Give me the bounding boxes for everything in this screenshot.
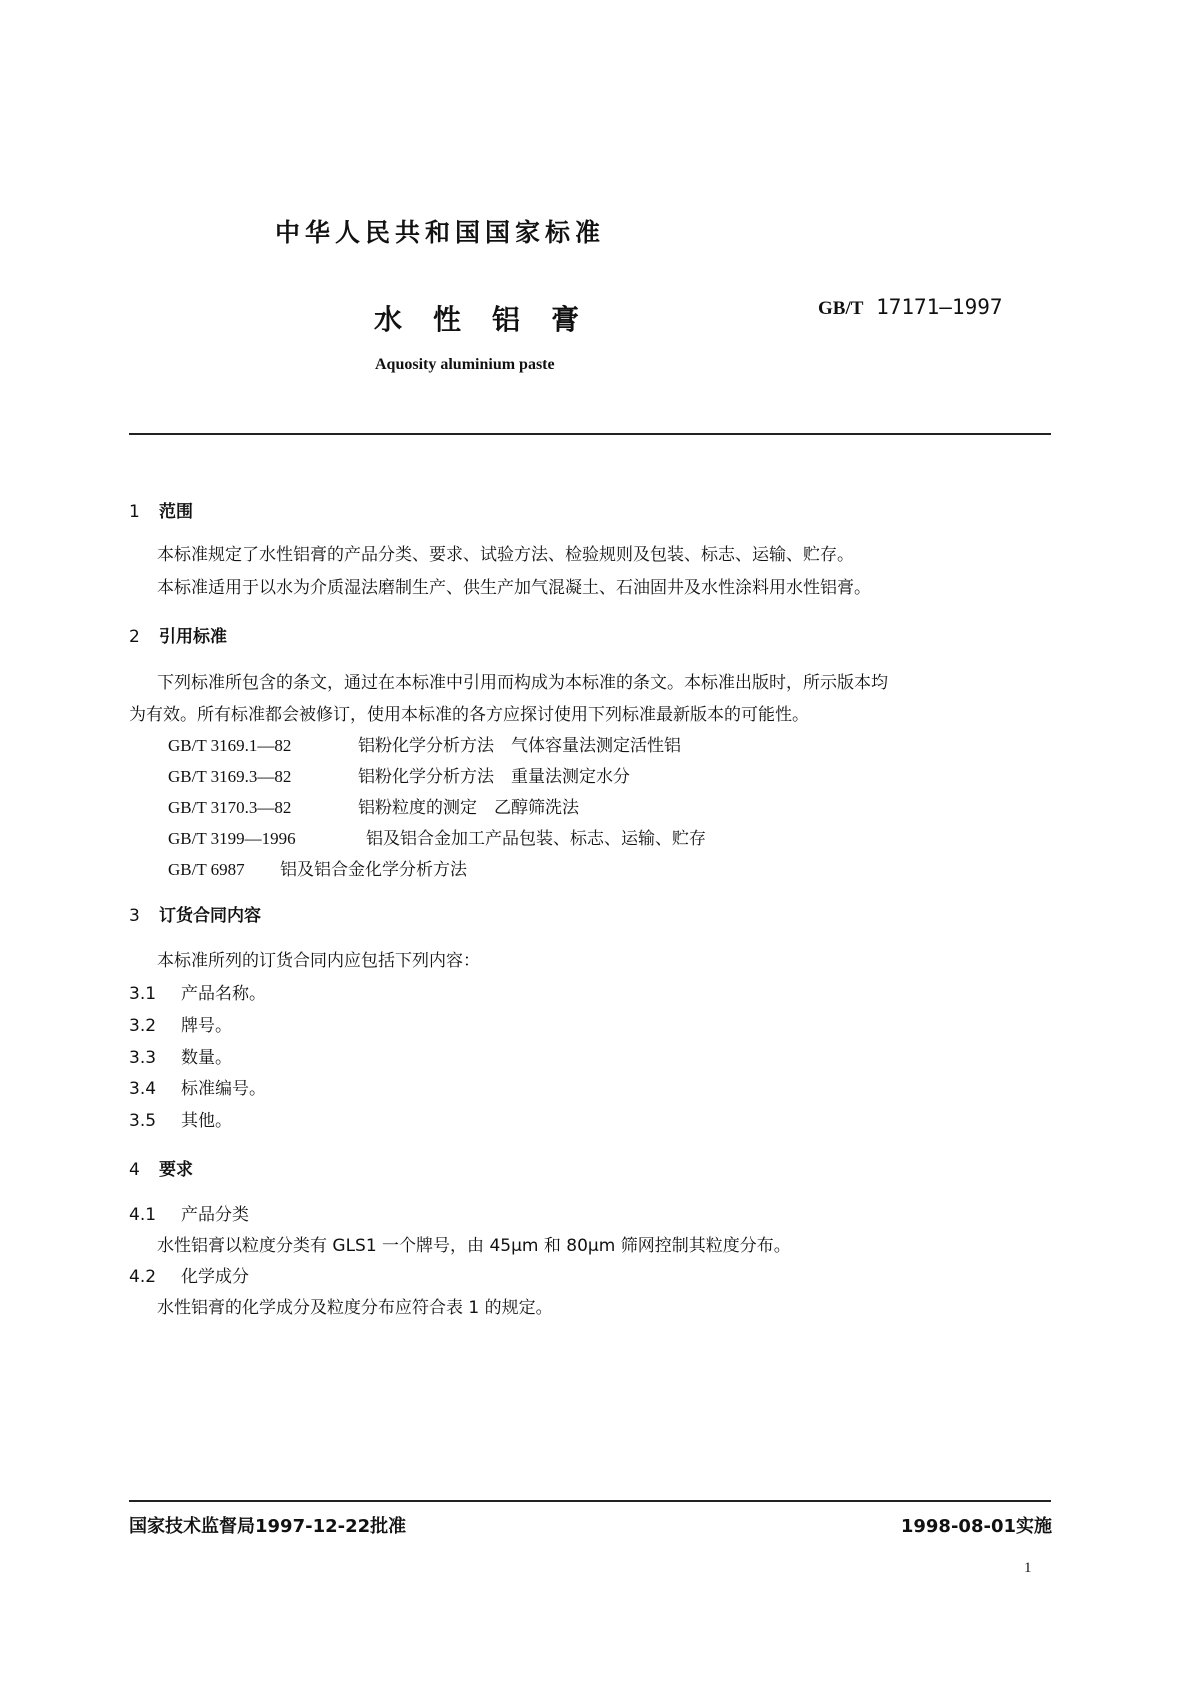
section-title: 要求: [159, 1160, 193, 1180]
reference-code: GB/T 3169.3—82: [168, 767, 292, 786]
reference-title: 铝及铝合金化学分析方法: [280, 860, 467, 880]
list-item: [129, 1011, 232, 1036]
section-3-intro: 本标准所列的订货合同内应包括下列内容：: [157, 951, 480, 971]
item-number: 3.2: [129, 1016, 157, 1036]
section-2-heading: [129, 622, 227, 647]
subsection-4-1-text: 水性铝膏以粒度分类有 GLS1 一个牌号，由 45μm 和 80μm 筛网控制其粒度分布。: [157, 1236, 791, 1256]
section-3-heading: [129, 901, 261, 926]
section-number: 2: [129, 627, 140, 647]
subsection-title: 产品分类: [181, 1205, 249, 1225]
subsection-title: 化学成分: [181, 1267, 249, 1287]
item-number: 3.4: [129, 1079, 157, 1099]
item-number: 3.3: [129, 1048, 157, 1068]
english-title: Aquosity aluminium paste: [375, 356, 555, 373]
section-title: 范围: [159, 502, 193, 522]
section-2-paragraph-line-1: 下列标准所包含的条文，通过在本标准中引用而构成为本标准的条文。本标准出版时，所示版本均: [157, 673, 888, 693]
item-text: 标准编号。: [181, 1079, 266, 1099]
standard-code: 17171—1997: [876, 295, 1003, 319]
document-title: 水性铝膏: [374, 303, 611, 336]
reference-title: 铝粉粒度的测定 乙醇筛洗法: [358, 798, 579, 818]
section-1-paragraph-2: 本标准适用于以水为介质湿法磨制生产、供生产加气混凝土、石油固井及水性涂料用水性铝膏。: [157, 578, 871, 598]
page-number: 1: [1024, 1560, 1032, 1576]
reference-standard: [168, 762, 630, 787]
reference-standard: [168, 731, 681, 756]
reference-code: GB/T 6987: [168, 860, 245, 879]
implementation-date: 1998-08-01实施: [900, 1516, 1052, 1537]
item-number: 3.5: [129, 1111, 157, 1131]
item-text: 数量。: [181, 1048, 232, 1068]
approval-date: 国家技术监督局1997-12-22批准: [129, 1516, 407, 1537]
reference-code: GB/T 3199—1996: [168, 829, 296, 848]
section-2-paragraph-line-2: 为有效。所有标准都会被修订，使用本标准的各方应探讨使用下列标准最新版本的可能性。: [129, 705, 809, 725]
reference-code: GB/T 3169.1—82: [168, 736, 292, 755]
reference-code: GB/T 3170.3—82: [168, 798, 292, 817]
list-item: [129, 1074, 266, 1099]
subsection-4-1-heading: [129, 1200, 249, 1225]
subsection-4-2-heading: [129, 1262, 249, 1287]
section-title: 引用标准: [159, 627, 227, 647]
section-number: 4: [129, 1160, 140, 1180]
subsection-number: 4.1: [129, 1205, 157, 1225]
list-item: [129, 979, 266, 1004]
section-number: 3: [129, 906, 140, 926]
standard-prefix: GB/T: [818, 298, 864, 319]
reference-title: 铝粉化学分析方法 重量法测定水分: [358, 767, 630, 787]
list-item: [129, 1043, 232, 1068]
list-item: [129, 1106, 232, 1131]
reference-standard: [168, 855, 467, 880]
standard-number: [818, 295, 1003, 320]
section-title: 订货合同内容: [159, 906, 261, 926]
subsection-number: 4.2: [129, 1267, 157, 1287]
reference-standard: [168, 824, 706, 849]
subsection-4-2-text: 水性铝膏的化学成分及粒度分布应符合表 1 的规定。: [157, 1298, 553, 1318]
item-text: 牌号。: [181, 1016, 232, 1036]
header-divider: [129, 433, 1051, 435]
item-text: 其他。: [181, 1111, 232, 1131]
footer-divider: [129, 1500, 1051, 1502]
item-text: 产品名称。: [181, 984, 266, 1004]
section-1-paragraph-1: 本标准规定了水性铝膏的产品分类、要求、试验方法、检验规则及包装、标志、运输、贮存。: [157, 545, 854, 565]
reference-standard: [168, 793, 579, 818]
section-4-heading: [129, 1155, 193, 1180]
reference-title: 铝及铝合金加工产品包装、标志、运输、贮存: [366, 829, 706, 849]
national-standard-header: 中华人民共和国国家标准: [275, 218, 606, 247]
section-1-heading: [129, 497, 193, 522]
reference-title: 铝粉化学分析方法 气体容量法测定活性铝: [358, 736, 681, 756]
section-number: 1: [129, 502, 140, 522]
item-number: 3.1: [129, 984, 157, 1004]
